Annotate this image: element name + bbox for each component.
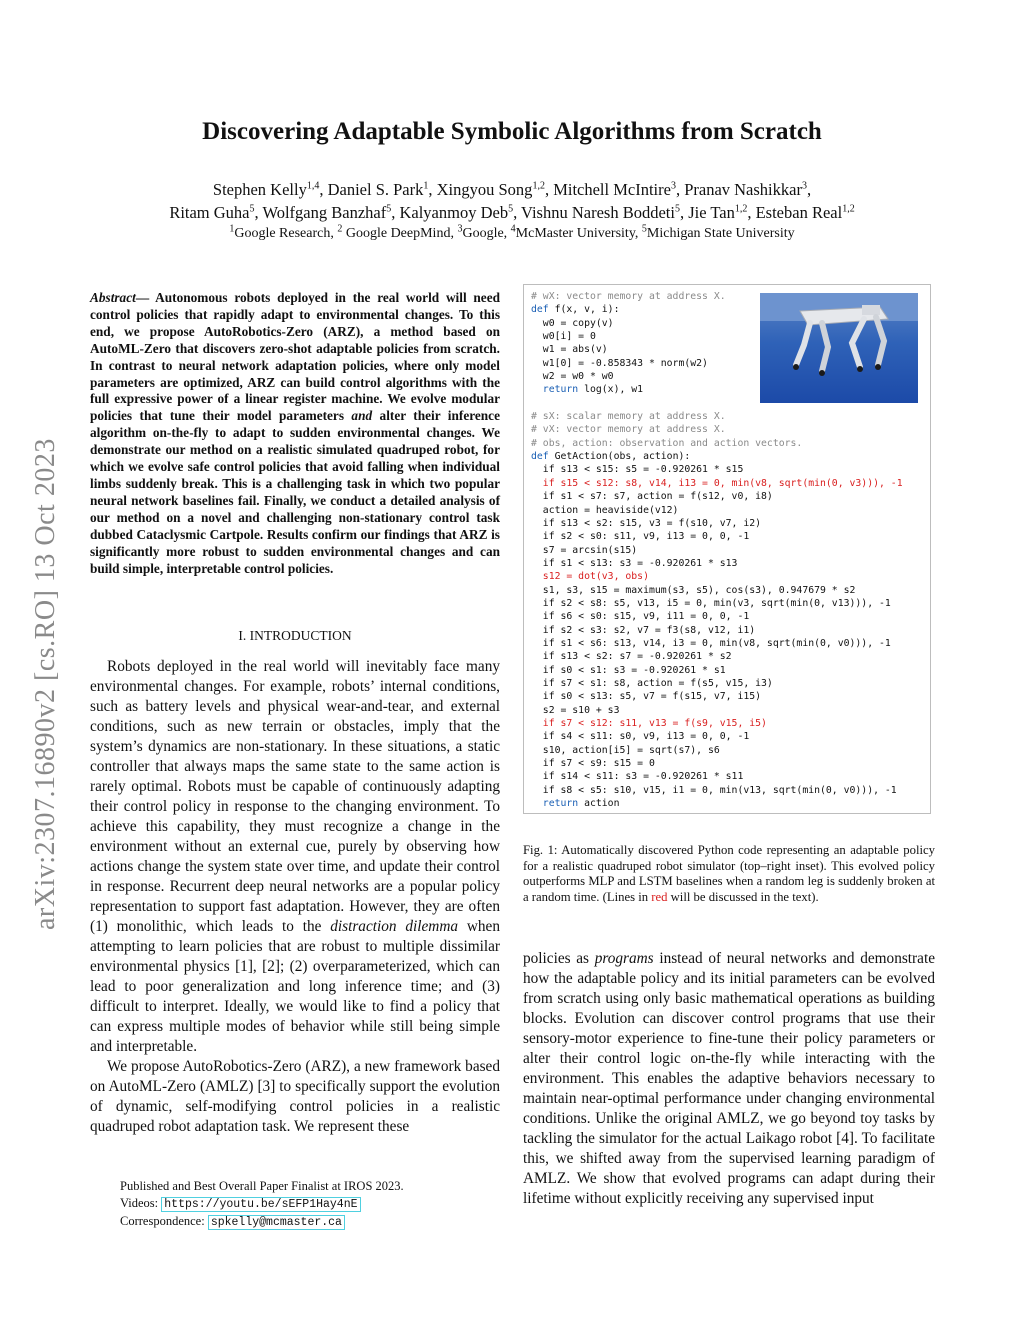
author-affiliation-marker: 1,4 — [306, 180, 320, 192]
robot-simulator-inset — [760, 293, 918, 403]
robot-foot — [857, 366, 863, 372]
author-separator: , — [254, 203, 263, 222]
author-name: Kalyanmoy Deb — [399, 203, 509, 222]
code-line: if s2 < s8: s5, v13, i5 = 0, min(v3, sqrt(min(0, v13))), -1 — [531, 597, 891, 609]
intro-p3-text-cont: instead of neural networks and demonstrate how the adaptable policy and its initial parameters can be evolved from scratch using only basic mathematical operations as building blocks. Evolution can discover control programs that use their sensory-motor experience to fine-tune their policy parameters or alter their control logic on-the-fly while interacting with the environment. This enables the adaptive behaviors necessary to maintain near-optimal performance under changing environmental conditions. Unlike the original AMLZ, we go beyond toy tasks by tackling the simulator for the actual Laikago robot [4]. To facilitate this, we shifted away from the supervised learning paradigm of AMLZ. We show that evolved programs can adapt during their lifetime without explicitly receiving any supervised input — [523, 950, 935, 1207]
code-line: if s7 < s9: s15 = 0 — [531, 758, 655, 770]
affiliation-marker: 3 — [457, 223, 463, 235]
intro-paragraph-1 — [90, 657, 500, 1057]
affiliation-marker: 1 — [229, 223, 235, 235]
section-number: I. — [238, 628, 250, 643]
author-separator: , — [319, 180, 328, 199]
abstract-text-cont: alter their inference algorithm on-the-fly to adapt to sudden environmental changes. We demonstrate our method on a realistic simulated quadruped robot, for which we evolve safe control policies that avoid falling when individual limbs suddenly break. This is a challenging task in which two popular neural network baselines fail. Finally, we conduct a detailed analysis of our method on a novel and challenging non-stationary control task dubbed Cataclysmic Cartpole. Results confirm our findings that ARZ is significantly more robust to sudden environmental changes and can build simple, interpretable control policies. — [90, 408, 500, 576]
code-line: s7 = arcsin(s15) — [531, 544, 638, 556]
author-affiliation-marker: 1,2 — [532, 180, 545, 192]
correspondence-label: Correspondence: — [120, 1214, 208, 1228]
figure-1-code-listing — [523, 284, 931, 814]
code-line: w0[i] = 0 — [531, 331, 596, 343]
author-affiliation-marker: 5 — [508, 203, 514, 215]
code-line: return action — [542, 798, 620, 810]
code-line: def GetAction(obs, action): — [531, 451, 691, 463]
code-line: w1 = abs(v) — [531, 344, 608, 356]
affiliation-name: Google Research, — [234, 226, 338, 241]
author-name: Xingyou Song — [436, 180, 533, 199]
code-keyword: return — [542, 798, 579, 810]
code-line: if s1 < s7: s7, action = f(s12, v0, i8) — [531, 491, 773, 503]
code-line: if s4 < s11: s0, v9, i13 = 0, 0, -1 — [531, 731, 750, 743]
affiliation-name: Google DeepMind, — [342, 226, 458, 241]
code-line: if s2 < s3: s2, v7 = f3(s8, v12, i1) — [531, 624, 756, 636]
robot-leg-rear-right — [822, 323, 828, 371]
section-initial: I — [249, 628, 255, 643]
intro-paragraph-2: We propose AutoRobotics-Zero (ARZ), a new framework based on AutoML-Zero (AMLZ) [3] to specifically support the evolution of dynamic, self-modifying control policies in a realistic quadruped robot adaptation task. We represent these — [90, 1058, 500, 1135]
author-name: Stephen Kelly — [212, 180, 307, 199]
author-separator: , — [806, 180, 812, 199]
caption-text: Fig. 1: Automatically discovered Python code representing an adaptable policy for a realistic quadruped robot simulator (top–right inset). This evolved policy outperforms MLP and LSTM baselines when a random leg is suddenly broken at a random time. (Lines in — [523, 843, 935, 904]
section-title-rest: NTRODUCTION — [254, 628, 352, 643]
code-line: if s13 < s2: s15, v3 = f(s10, v7, i2) — [531, 517, 762, 529]
code-line: action = heaviside(v12) — [531, 504, 679, 516]
affiliation-list — [60, 223, 964, 242]
code-line: s12 = dot(v3, obs) — [531, 571, 649, 583]
code-line: if s0 < s1: s3 = -0.920261 * s1 — [531, 664, 726, 676]
abstract-label: Abstract — [90, 290, 136, 305]
robot-head — [862, 305, 880, 315]
affiliation-marker: 5 — [641, 223, 647, 235]
code-line: if s14 < s11: s3 = -0.920261 * s11 — [531, 771, 744, 783]
code-line: w1[0] = -0.858343 * norm(w2) — [531, 357, 708, 369]
code-line: w2 = w0 * w0 — [531, 371, 614, 383]
code-line: if s15 < s12: s8, v14, i13 = 0, min(v8, sqrt(min(0, v3))), -1 — [531, 477, 903, 489]
author-separator: , — [679, 203, 689, 222]
abstract-dash: — — [135, 290, 156, 305]
quadruped-robot-image — [760, 293, 918, 403]
code-line: if s7 < s1: s8, action = f(s5, v15, i3) — [531, 677, 773, 689]
affiliation-name: McMaster University, — [515, 226, 642, 241]
affiliation-marker: 2 — [337, 223, 343, 235]
intro-left-column — [90, 657, 500, 1137]
code-line: if s1 < s13: s3 = -0.920261 * s13 — [531, 557, 738, 569]
paper-title: Discovering Adaptable Symbolic Algorithms from Scratch — [202, 118, 822, 145]
code-line: # wX: vector memory at address X. — [531, 291, 726, 302]
intro-p1-emphasis: distraction dilemma — [330, 918, 459, 935]
author-separator: , — [513, 203, 522, 222]
code-keyword: return — [542, 384, 579, 396]
author-separator: , — [391, 203, 400, 222]
code-line: if s7 < s12: s11, v13 = f(s9, v15, i5) — [531, 718, 767, 729]
videos-label: Videos: — [120, 1195, 162, 1210]
code-line: def f(x, v, i): — [531, 304, 620, 316]
intro-p1-text-cont: when attempting to learn policies that are robust to multiple dissimilar environmental physics [1], [2]; (2) overparameterized, which can lead to poor generalization and long inference time; and (3) difficult to interpret. Ideally, we would like to find a policy that can express multiple modes of behavior while still being simple and interpretable. — [90, 918, 500, 1055]
code-line: # sX: scalar memory at address X. — [531, 411, 726, 423]
intro-paragraph-3 — [523, 949, 935, 1209]
author-name: Wolfgang Banzhaf — [262, 203, 387, 222]
robot-foot — [819, 370, 825, 376]
author-name: Esteban Real — [755, 203, 843, 222]
abstract-text: Autonomous robots deployed in the real world will need control policies that rapidly adapt to environmental changes. To this end, we propose AutoRobotics-Zero (ARZ), a method based on AutoML-Zero that discovers zero-shot adaptable policies from scratch. In contrast to neural network adaptation policies, where only model parameters are optimized, ARZ can build control algorithms with the full expressive power of a linear register machine. We evolve modular policies that tune their model parameters — [90, 290, 501, 424]
author-name: Jie Tan — [688, 203, 735, 222]
author-affiliation-marker: 5 — [386, 203, 392, 215]
code-keyword: def — [531, 304, 549, 316]
code-line: if s1 < s6: s13, v14, i3 = 0, min(v8, sqrt(min(0, v0))), -1 — [531, 637, 891, 649]
author-name: Daniel S. Park — [327, 180, 424, 199]
intro-p1-text: Robots deployed in the real world will inevitably face many environmental changes. For example, robots’ internal conditions, such as battery levels and physical wear-and-tear, and external conditions, such as new terrain or obstacles, imply that the system’s dynamics are non-stationary. In these situations, a static controller that always maps the same state to the same action is rarely optimal. Robots must be capable of continuously adapting their control policy in response to the changing environment. To achieve this capability, they must recognize a change in the environment without an external cue, purely by observing how actions change the system state over time, and update their control in response. Recurrent deep neural networks are a popular policy representation to support fast adaptation. However, they are often (1) monolithic, which leads to the — [90, 658, 500, 935]
affiliation-name: Google, — [462, 226, 511, 241]
author-affiliation-marker: 1,2 — [734, 203, 748, 215]
code-line: if s2 < s0: s11, v9, i13 = 0, 0, -1 — [531, 531, 750, 543]
robot-foot — [793, 364, 799, 370]
code-line: # obs, action: observation and action vectors. — [531, 437, 803, 449]
author-affiliation-marker: 3 — [801, 180, 807, 192]
code-line: s2 = s10 + s3 — [531, 704, 620, 716]
affiliation-marker: 4 — [510, 223, 516, 235]
code-line: if s0 < s13: s5, v7 = f(s15, v7, i15) — [531, 691, 762, 703]
author-separator: , — [747, 203, 756, 222]
intro-right-column — [523, 949, 935, 1209]
footnote-videos — [120, 1195, 404, 1214]
abstract-emphasis: and — [351, 408, 373, 424]
author-affiliation-marker: 1 — [423, 180, 429, 192]
correspondence-email-link[interactable]: spkelly@mcmaster.ca — [208, 1215, 345, 1230]
author-name: Ritam Guha — [169, 203, 250, 222]
code-line: if s8 < s5: s10, v15, i1 = 0, min(v13, sqrt(min(0, v0))), -1 — [531, 784, 897, 796]
robot-leg-rear-left — [796, 323, 810, 365]
code-line: return log(x), w1 — [542, 384, 644, 396]
code-line: if s13 < s2: s7 = -0.920261 * s2 — [531, 651, 732, 663]
author-name: Vishnu Naresh Boddeti — [521, 203, 675, 222]
code-line: s10, action[i5] = sqrt(s7), s6 — [531, 744, 720, 756]
code-keyword: def — [531, 451, 549, 463]
intro-p3-emphasis: programs — [594, 950, 654, 967]
arxiv-identifier: arXiv:2307.16890v2 [cs.RO] 13 Oct 2023 — [30, 438, 61, 930]
author-affiliation-marker: 5 — [674, 203, 680, 215]
author-list — [60, 178, 964, 224]
author-affiliation-marker: 3 — [670, 180, 676, 192]
code-line: if s13 < s15: s5 = -0.920261 * s15 — [531, 464, 744, 476]
code-line: # vX: vector memory at address X. — [531, 424, 726, 436]
author-name: Pranav Nashikkar — [684, 180, 802, 199]
robot-leg-front-right — [876, 317, 884, 365]
robot-foot — [875, 364, 881, 370]
intro-p3-text: policies as — [523, 950, 595, 967]
caption-text-cont: will be discussed in the text). — [667, 889, 819, 904]
caption-red-word: red — [651, 889, 668, 904]
figure-1-caption — [523, 843, 935, 905]
footnote-publication: Published and Best Overall Paper Finalist at IROS 2023. — [120, 1179, 404, 1193]
author-affiliation-marker: 5 — [249, 203, 255, 215]
videos-link[interactable]: https://youtu.be/sEFP1Hay4nE — [161, 1197, 360, 1212]
abstract — [90, 290, 500, 577]
author-separator: , — [428, 180, 437, 199]
author-separator: , — [544, 180, 554, 199]
code-line: w0 = copy(v) — [531, 317, 614, 329]
author-separator: , — [675, 180, 685, 199]
code-line: s1, s3, s15 = maximum(s3, s5), cos(s3), 0.947679 * s2 — [531, 584, 856, 596]
footnote — [120, 1178, 404, 1232]
code-line: if s6 < s0: s15, v9, i11 = 0, 0, -1 — [531, 611, 750, 623]
footnote-correspondence — [120, 1213, 404, 1232]
robot-leg-front-left — [852, 319, 864, 367]
author-affiliation-marker: 1,2 — [842, 203, 855, 215]
affiliation-name: Michigan State University — [646, 226, 795, 241]
section-heading-introduction — [90, 628, 500, 644]
author-name: Mitchell McIntire — [553, 180, 671, 199]
